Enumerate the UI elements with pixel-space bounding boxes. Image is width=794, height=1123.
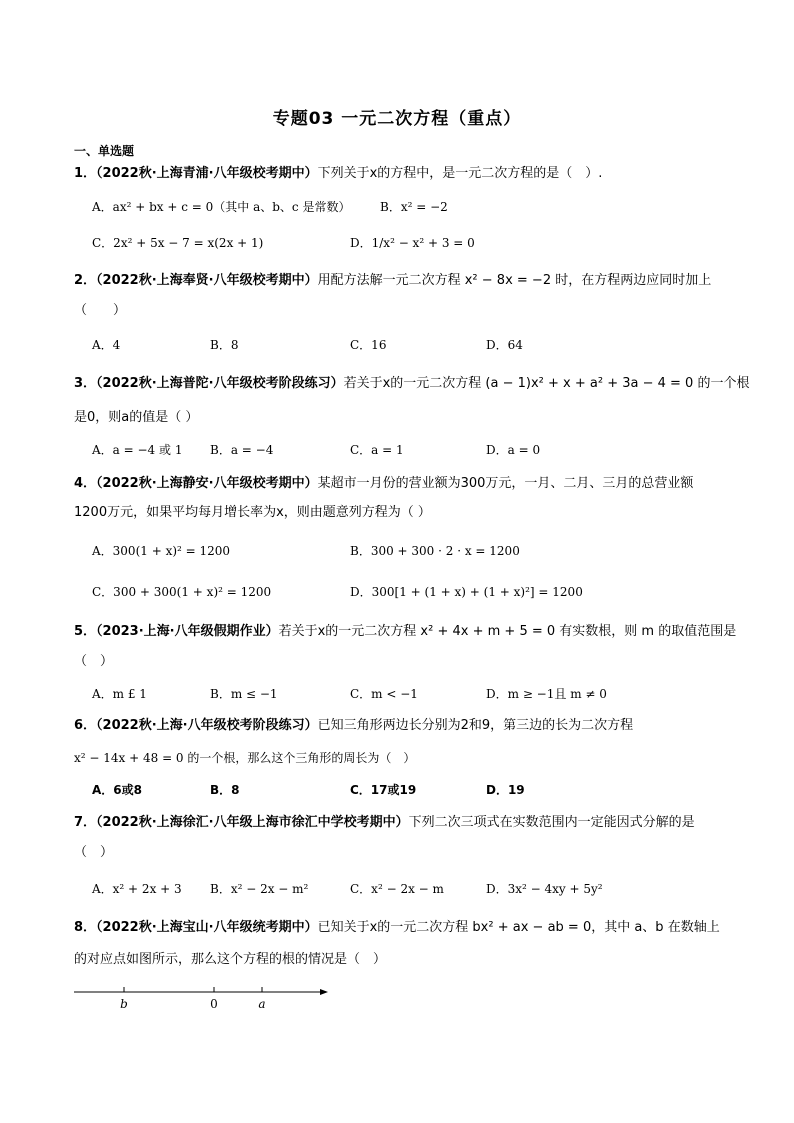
question-4-continued: 1200万元，如果平均每月增长率为x，则由题意列方程为（ ） xyxy=(74,505,431,520)
question-8-continued: 的对应点如图所示，那么这个方程的根的情况是（ ） xyxy=(74,952,387,967)
question-5 xyxy=(74,622,737,642)
question-7 xyxy=(74,813,724,833)
question-source: （2022秋·上海青浦·八年级校考期中） xyxy=(96,166,318,181)
question-3 xyxy=(74,374,750,394)
option-b[interactable]: B．a = −4 xyxy=(210,443,274,457)
question-source: （2022秋·上海静安·八年级校考期中） xyxy=(96,476,318,491)
option-d[interactable]: D．300[1 + (1 + x) + (1 + x)²] = 1200 xyxy=(350,585,583,599)
question-3-continued: 是0，则a的值是（ ） xyxy=(74,410,199,425)
question-6 xyxy=(74,716,724,736)
question-source: （2023·上海·八年级假期作业） xyxy=(96,624,279,639)
arrow-icon xyxy=(320,989,328,995)
question-number: 5． xyxy=(74,624,97,639)
question-4 xyxy=(74,474,724,494)
option-d[interactable]: D．3x² − 4xy + 5y² xyxy=(486,882,603,896)
option-b[interactable]: B．300 + 300 · 2 · x = 1200 xyxy=(350,544,520,558)
option-c[interactable]: C．m < −1 xyxy=(350,687,418,701)
label-zero: 0 xyxy=(210,997,218,1011)
option-a[interactable]: A．300(1 + x)² = 1200 xyxy=(92,544,231,558)
options-row xyxy=(92,583,722,601)
option-c[interactable]: C．x² − 2x − m xyxy=(350,882,444,896)
options-row xyxy=(92,441,722,459)
option-b[interactable]: B．m ≤ −1 xyxy=(210,687,278,701)
option-a[interactable]: A．ax² + bx + c = 0（其中 a、b、c 是常数） xyxy=(92,200,351,214)
option-a[interactable]: A．a = −4 或 1 xyxy=(92,443,183,457)
option-b[interactable]: B．8 xyxy=(210,783,240,797)
question-number: 6． xyxy=(74,718,97,733)
option-a[interactable]: A．m £ 1 xyxy=(92,687,147,701)
question-number: 1． xyxy=(74,166,97,181)
option-d[interactable]: D．m ≥ −1且 m ≠ 0 xyxy=(486,687,607,701)
question-number: 8． xyxy=(74,920,97,935)
question-text: 用配方法解一元二次方程 x² − 8x = −2 时，在方程两边应同时加上 xyxy=(317,273,712,288)
question-7-continued: （ ） xyxy=(74,845,114,860)
question-source: （2022秋·上海奉贤·八年级校考期中） xyxy=(96,273,318,288)
label-b: b xyxy=(120,997,128,1011)
question-source: （2022秋·上海宝山·八年级统考期中） xyxy=(96,920,318,935)
question-source: （2022秋·上海·八年级校考阶段练习） xyxy=(96,718,318,733)
options-row xyxy=(92,542,722,560)
question-5-continued: （ ） xyxy=(74,654,114,669)
question-2 xyxy=(74,271,724,291)
option-d[interactable]: D．19 xyxy=(486,783,525,797)
option-a[interactable]: A．x² + 2x + 3 xyxy=(92,882,182,896)
question-text: 某超市一月份的营业额为300万元，一月、二月、三月的总营业额 xyxy=(317,476,694,491)
option-b[interactable]: B．8 xyxy=(210,338,239,352)
option-c[interactable]: C．300 + 300(1 + x)² = 1200 xyxy=(92,585,272,599)
option-d[interactable]: D．a = 0 xyxy=(486,443,541,457)
option-c[interactable]: C．17或19 xyxy=(350,783,417,797)
section-heading: 一、单选题 xyxy=(74,144,135,158)
question-8 xyxy=(74,918,724,938)
option-c[interactable]: C．2x² + 5x − 7 = x(2x + 1) xyxy=(92,236,264,250)
page-title: 专题03 一元二次方程（重点） xyxy=(272,109,522,129)
question-source: （2022秋·上海徐汇·八年级上海市徐汇中学校考期中） xyxy=(96,815,409,830)
options-row xyxy=(92,781,722,799)
option-d[interactable]: D．64 xyxy=(486,338,523,352)
question-text: 下列关于x的方程中，是一元二次方程的是（ ）. xyxy=(317,166,603,181)
question-1 xyxy=(74,164,724,184)
options-row xyxy=(92,880,722,898)
question-number: 2． xyxy=(74,273,97,288)
question-number: 4． xyxy=(74,476,97,491)
options-row xyxy=(92,198,722,216)
number-line-figure xyxy=(74,982,334,1022)
question-6-continued: x² − 14x + 48 = 0 的一个根，那么这个三角形的周长为（ ） xyxy=(74,751,416,765)
question-text: 已知三角形两边长分别为2和9，第三边的长为二次方程 xyxy=(317,718,634,733)
option-b[interactable]: B．x² − 2x − m² xyxy=(210,882,309,896)
question-number: 3． xyxy=(74,376,97,391)
question-2-continued: （ ） xyxy=(74,303,127,318)
option-c[interactable]: C．16 xyxy=(350,338,387,352)
options-row xyxy=(92,234,722,252)
question-number: 7． xyxy=(74,815,97,830)
question-text: 下列二次三项式在实数范围内一定能因式分解的是 xyxy=(408,815,695,830)
question-text: 若关于x的一元二次方程 x² + 4x + m + 5 = 0 有实数根，则 m 的取值范围是 xyxy=(278,624,737,639)
question-source: （2022秋·上海普陀·八年级校考阶段练习） xyxy=(96,376,344,391)
label-a: a xyxy=(258,997,266,1011)
options-row xyxy=(92,685,722,703)
option-d[interactable]: D．1/x² − x² + 3 = 0 xyxy=(350,236,475,250)
options-row xyxy=(92,336,722,354)
question-text: 若关于x的一元二次方程 (a − 1)x² + x + a² + 3a − 4 = 0 的一个根 xyxy=(343,376,750,391)
option-c[interactable]: C．a = 1 xyxy=(350,443,404,457)
option-a[interactable]: A．4 xyxy=(92,338,121,352)
option-b[interactable]: B．x² = −2 xyxy=(380,200,448,214)
question-text: 已知关于x的一元二次方程 bx² + ax − ab = 0，其中 a、b 在数轴上 xyxy=(317,920,720,935)
option-a[interactable]: A．6或8 xyxy=(92,783,142,797)
